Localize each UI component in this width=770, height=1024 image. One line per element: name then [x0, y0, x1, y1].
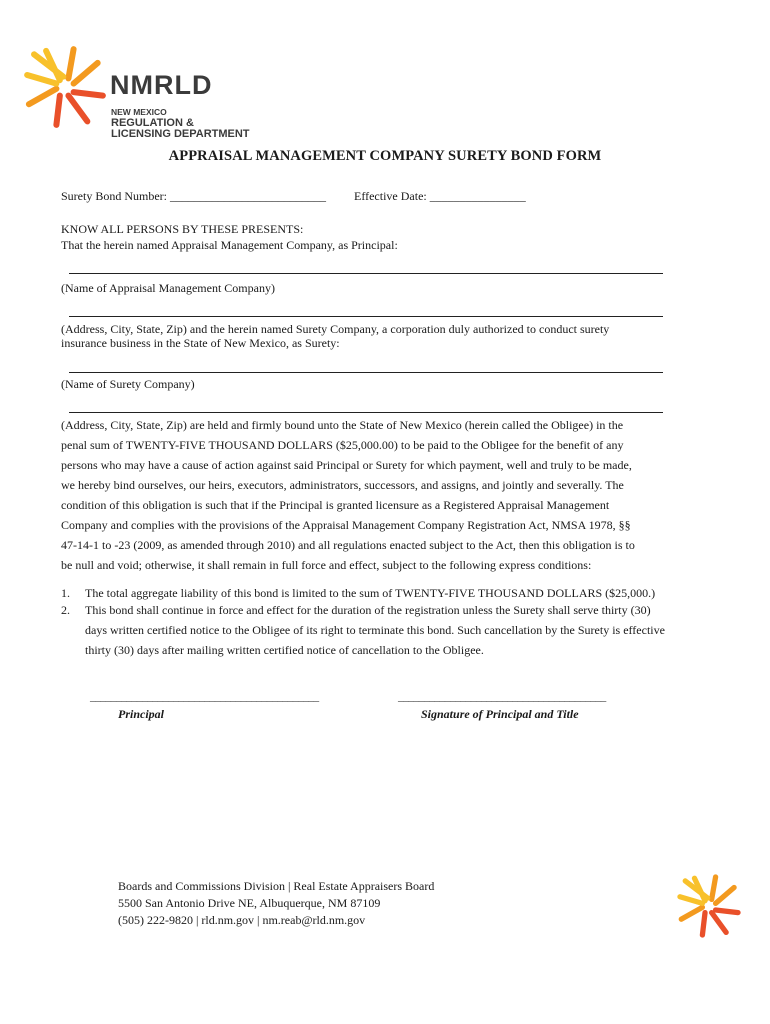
- list-text: thirty (30) days after mailing written certified notice of cancellation to the Obligee.: [85, 643, 484, 657]
- principal-label: Principal: [118, 707, 165, 721]
- paragraph-line: (Address, City, State, Zip) are held and firmly bound unto the State of New Mexico (herein called the Obligee) in the: [61, 418, 624, 432]
- title-signature-line[interactable]: ________________________________________: [398, 691, 607, 703]
- footer-contact-line: (505) 222-9820 | rld.nm.gov | nm.reab@rld.nm.gov: [118, 913, 366, 927]
- surety-name-label: (Name of Surety Company): [61, 377, 195, 391]
- list-number: 2.: [61, 603, 70, 617]
- paragraph-line: 47-14-1 to -23 (2009, as amended through 2010) and all regulations enacted subject to the Act, then this obligation is to: [61, 538, 635, 552]
- bond-number-field[interactable]: Surety Bond Number: __________________________: [61, 189, 326, 203]
- footer-contact: [118, 878, 434, 929]
- amc-address-line[interactable]: [69, 316, 663, 317]
- footer-division: Boards and Commissions Division | Real Estate Appraisers Board: [118, 879, 435, 893]
- list-number: 1.: [61, 586, 70, 600]
- paragraph-line: be null and void; otherwise, it shall remain in full force and effect, subject to the following express conditions:: [61, 558, 592, 572]
- list-text: This bond shall continue in force and effect for the duration of the registration unless the Surety shall serve thirty (30): [85, 603, 651, 617]
- know-all-heading: KNOW ALL PERSONS BY THESE PRESENTS:: [61, 222, 304, 236]
- list-text: The total aggregate liability of this bond is limited to the sum of TWENTY-FIVE THOUSAND DOLLARS ($25,000.): [85, 586, 656, 600]
- surety-name-line[interactable]: [69, 372, 663, 373]
- org-full-name: [111, 107, 250, 140]
- nmrld-logo-icon: [22, 44, 108, 130]
- paragraph-line: persons who may have a cause of action against said Principal or Surety for which payment, well and truly to be made,: [61, 458, 632, 472]
- paragraph-line: Company and complies with the provisions of the Appraisal Management Company Registration Act, NMSA 1978, §§: [61, 518, 631, 532]
- principal-signature-line[interactable]: ____________________________________________: [90, 691, 319, 703]
- surety-address-line[interactable]: [69, 412, 663, 413]
- amc-name-label: (Name of Appraisal Management Company): [61, 281, 275, 295]
- org-logo-wordmark: NMRLD: [110, 70, 213, 100]
- address-paragraph-line: (Address, City, State, Zip) and the herein named Surety Company, a corporation duly authorized to conduct surety: [61, 322, 610, 336]
- paragraph-line: we hereby bind ourselves, our heirs, executors, administrators, successors, and assigns, and jointly and severally. The: [61, 478, 624, 492]
- conditions-list: [61, 586, 691, 663]
- bond-body-paragraph: [61, 418, 679, 578]
- nmrld-logo-small-icon: [676, 873, 742, 939]
- address-paragraph-line: insurance business in the State of New Mexico, as Surety:: [61, 336, 340, 350]
- effective-date-field[interactable]: Effective Date: ________________: [354, 189, 526, 203]
- org-name-line: LICENSING DEPARTMENT: [111, 128, 250, 140]
- org-name-line: REGULATION &: [111, 117, 194, 129]
- principal-intro: That the herein named Appraisal Management Company, as Principal:: [61, 238, 398, 252]
- list-text: days written certified notice to the Obligee of its right to terminate this bond. Such cancellation by the Surety is effective: [85, 623, 665, 637]
- list-continuation: [61, 623, 691, 643]
- paragraph-line: penal sum of TWENTY-FIVE THOUSAND DOLLARS ($25,000.00) to be paid to the Obligee for the benefit of any: [61, 438, 624, 452]
- list-continuation: [61, 643, 691, 663]
- list-item: [61, 586, 691, 603]
- footer-address: 5500 San Antonio Drive NE, Albuquerque, NM 87109: [118, 896, 381, 910]
- list-item: [61, 603, 691, 623]
- org-name-line: NEW MEXICO: [111, 107, 167, 117]
- signature-label: Signature of Principal and Title: [421, 707, 579, 721]
- paragraph-line: condition of this obligation is such that if the Principal is granted licensure as a Registered Appraisal Management: [61, 498, 610, 512]
- form-title: APPRAISAL MANAGEMENT COMPANY SURETY BOND FORM: [168, 148, 602, 164]
- amc-name-line[interactable]: [69, 273, 663, 274]
